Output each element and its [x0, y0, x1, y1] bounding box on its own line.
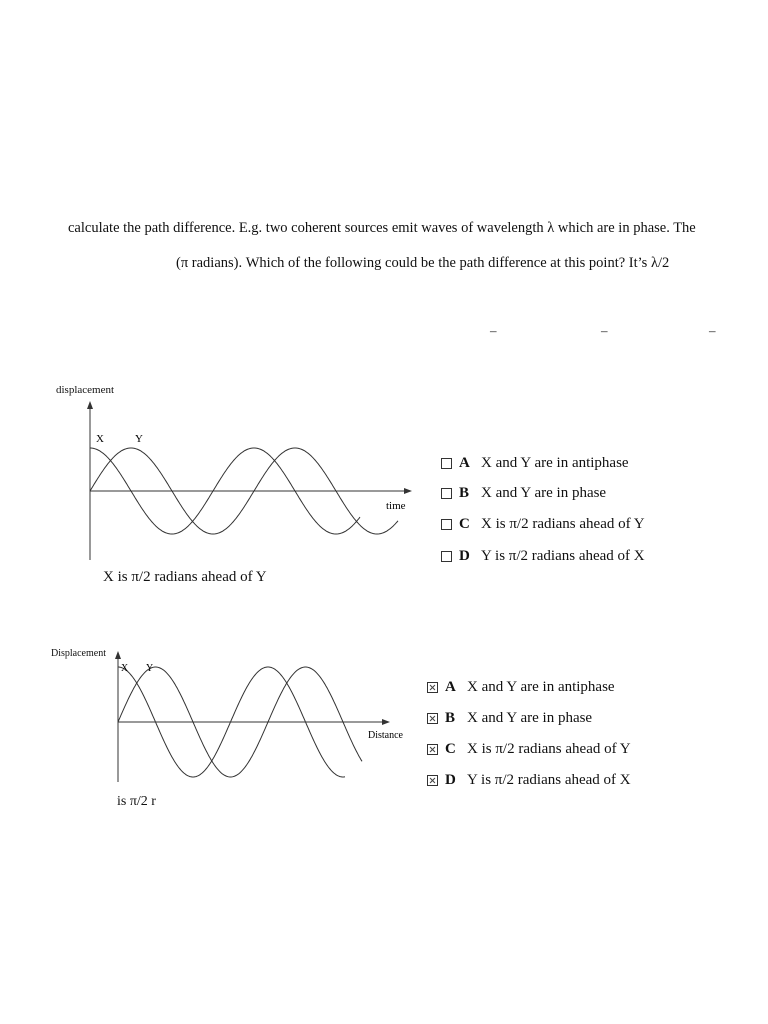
q1-option-a-checkbox[interactable]	[441, 458, 452, 469]
q2-option-c-text: X is π/2 radians ahead of Y	[467, 741, 631, 757]
q1-option-b-checkbox[interactable]	[441, 488, 452, 499]
q1-option-d-letter: D	[459, 548, 470, 564]
q1-option-c-checkbox[interactable]	[441, 519, 452, 530]
graph2-x-axis-arrow	[382, 719, 390, 725]
q2-option-a-text: X and Y are in antiphase	[467, 679, 615, 695]
q1-option-b-text: X and Y are in phase	[481, 485, 607, 501]
graph2-caption: is π/2 r	[117, 794, 156, 809]
q2-option-d-checkbox[interactable]	[427, 775, 438, 786]
graph2-series-y-label: Y	[146, 663, 154, 674]
q1-option-b[interactable]	[441, 485, 606, 502]
graph1-y-axis-arrow	[87, 401, 93, 409]
graph2-series-x-label: X	[121, 663, 129, 674]
q2-option-a[interactable]	[427, 679, 615, 696]
q1-option-c[interactable]	[441, 516, 645, 533]
graph2-x-axis-label: Distance	[368, 730, 403, 741]
graph1-series-y-label: Y	[135, 433, 143, 445]
q2-option-a-checkbox[interactable]	[427, 682, 438, 693]
q1-option-d-checkbox[interactable]	[441, 551, 452, 562]
graph1-series-x-label: X	[96, 433, 104, 445]
q2-option-c[interactable]	[427, 741, 631, 758]
graph1-caption: X is π/2 radians ahead of Y	[103, 569, 267, 585]
graph1-y-axis-label: displacement	[56, 384, 115, 396]
q1-option-a-text: X and Y are in antiphase	[481, 455, 629, 471]
q1-option-a[interactable]	[441, 455, 629, 472]
graph2-wave-plot	[100, 650, 420, 790]
q1-option-a-letter: A	[459, 455, 470, 471]
q2-option-c-letter: C	[445, 741, 456, 757]
dash-3: –	[709, 323, 716, 338]
q1-option-c-letter: C	[459, 516, 470, 532]
q1-option-c-text: X is π/2 radians ahead of Y	[481, 516, 645, 532]
dash-2: –	[601, 323, 608, 338]
graph1-x-axis-label: time	[386, 500, 406, 512]
q2-option-d[interactable]	[427, 772, 631, 789]
q1-option-b-letter: B	[459, 485, 470, 501]
q2-option-d-letter: D	[445, 772, 456, 788]
graph2-y-axis-arrow	[115, 651, 121, 659]
dash-1: –	[490, 323, 497, 338]
q1-option-d-text: Y is π/2 radians ahead of X	[481, 548, 645, 564]
q2-option-c-checkbox[interactable]	[427, 744, 438, 755]
paragraph-line-1: calculate the path difference. E.g. two coherent sources emit waves of wavelength λ which are in phase. The	[68, 220, 696, 236]
q2-option-b-checkbox[interactable]	[427, 713, 438, 724]
q2-option-d-text: Y is π/2 radians ahead of X	[467, 772, 631, 788]
graph1-x-axis-arrow	[404, 488, 412, 494]
q2-option-b-text: X and Y are in phase	[467, 710, 593, 726]
q2-option-a-letter: A	[445, 679, 456, 695]
graph2-y-axis-label: Displacement	[51, 648, 106, 659]
paragraph-line-2: (π radians). Which of the following could be the path difference at this point? It’s λ/2	[176, 255, 670, 271]
graph1-wave-plot	[60, 398, 420, 568]
q2-option-b[interactable]	[427, 710, 592, 727]
q2-option-b-letter: B	[445, 710, 456, 726]
q1-option-d[interactable]	[441, 548, 645, 565]
